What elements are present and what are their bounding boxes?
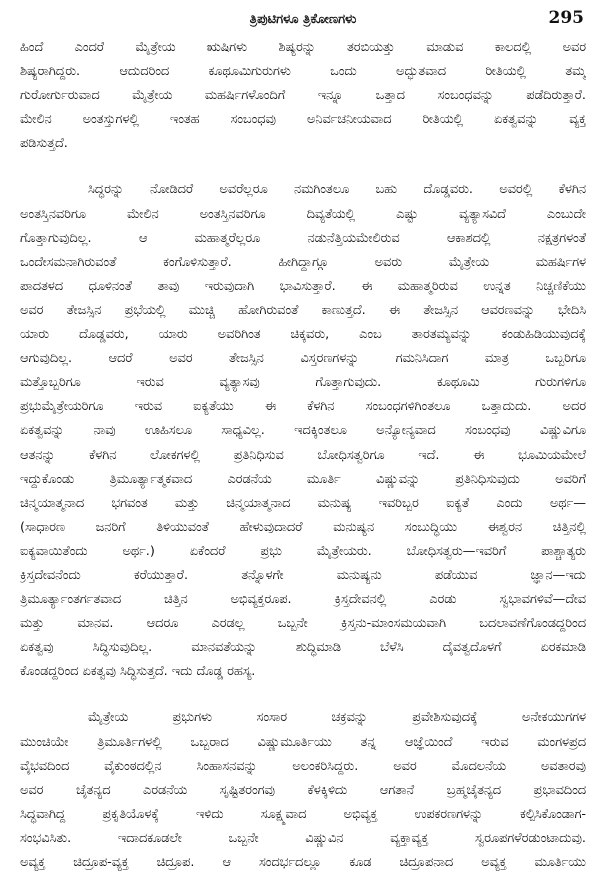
text-line: ತ್ರಿಮೂರ್ತ್ಯಾಂತರ್ಗತವಾದ ಚಿತ್ತಿನ ಅಭಿವ್ಯಕ್ತರೂಪ. ಕ್ರಿಸ್ತದೇವನಲ್ಲಿ ಎರಡು ಸ್ವಭಾವಗಳಿವೆ—ದೇವ xyxy=(20,592,586,608)
text-line: ಒಂದೇಸಮನಾಗಿರುವಂತೆ ಕಂಗೊಳಿಸುತ್ತಾರೆ. ಹೀಗಿದ್ದಾಗ್ಗೂ ಅವರು ಮೈತ್ರೇಯ ಮಹರ್ಷಿಗಳ xyxy=(20,254,586,270)
text-line: (ಸಾಧಾರಣ ಜನರಿಗೆ ತಿಳಿಯುವಂತೆ ಹೇಳುವುದಾದರೆ ಮನುಷ್ಯನ ಸಂಬುದ್ಧಿಯು ಈಶ್ವರನ ಚಿತ್ತಿನಲ್ಲಿ xyxy=(20,519,586,535)
text-line: ಅಂತಸ್ತಿನವರಿಗೂ ಮೇಲಿನ ಅಂತಸ್ತಿನವರಿಗೂ ದಿವ್ಯತೆಯಲ್ಲಿ ಎಷ್ಟು ವ್ಯತ್ಯಾಸವಿದೆ ಎಂಬುದೇ xyxy=(20,206,586,222)
text-line: ಮುಂಚಿಯೇ ತ್ರಿಮೂರ್ತಿಗಳಲ್ಲಿ ಒಬ್ಬರಾದ ವಿಷ್ಣುಮೂರ್ತಿಯು ತನ್ನ ಆಜ್ಞೆಯಿಂದೆ ಇರುವ ಮಂಗಳಪ್ರದ xyxy=(20,734,586,750)
text-line: ಏಕತ್ವವನ್ನು ನಾವು ಊಹಿಸಲೂ ಸಾಧ್ಯವಿಲ್ಲ. ಇದಕ್ಕಿಂತಲೂ ಅನ್ಯೋನ್ಯವಾದ ಸಂಬಂಧವು ವಿಷ್ಣುವಿಗೂ xyxy=(20,423,586,439)
text-line: ಅವರ ಚೈತನ್ಯದ ಎರಡನೆಯ ಸೃಷ್ಟಿತರಂಗವು ಕೆಳಕ್ಕಿಳಿದು ಆಗತಾನೆ ಬ್ರಹ್ಮಚೈತನ್ಯದ ಪ್ರಭಾವದಿಂದ xyxy=(20,782,586,798)
text-line: ಏಕತ್ವವು ಸಿದ್ಧಿಸುವುದಿಲ್ಲ. ಮಾನವತೆಯನ್ನು ಶುದ್ಧಿಮಾಡಿ ಬೆಳೆಸಿ ದೈವತ್ವದೊಳಗೆ ಏರಕಮಾಡಿ xyxy=(20,640,586,656)
text-line: ಕೊಂಡದ್ದರಿಂದ ಏಕತ್ವವು ಸಿದ್ಧಿಸುತ್ತದೆ. ಇದು ದೊಡ್ಡ ರಹಸ್ಯ. xyxy=(20,664,256,680)
text-line: ವೈಭವದಿಂದ ವೈಕುಂಠದಲ್ಲಿನ ಸಿಂಹಾಸನವನ್ನು ಅಲಂಕರಿಸಿದ್ದರು. ಅವರ ಮೊದಲನೆಯ ಅವತಾರವು xyxy=(20,758,586,774)
text-line: ಶಿಷ್ಯರಾಗಿದ್ದರು. ಆದುದರಿಂದ ಕೂಥೂಮಿಗುರುಗಳು ಒಂದು ಅದ್ಭುತವಾದ ರೀತಿಯಲ್ಲಿ ತಮ್ಮ xyxy=(20,64,586,80)
text-line: ಕ್ರಿಸ್ತದೇವನೆಂದು ಕರೆಯುತ್ತಾರೆ. ತನ್ನೊಳಗೇ ಮನುಷ್ಯನು ಪಡೆಯುವ ಜ್ಞಾನ—ಇದು xyxy=(20,567,586,583)
text-line: ಇದ್ದುಕೊಂಡು ತ್ರಿಮೂರ್ತ್ಯಾತ್ಮಕವಾದ ಎರಡನೆಯ ಮೂರ್ತಿ ವಿಷ್ಣುವನ್ನು ಪ್ರತಿನಿಧಿಸುವುದು ಅವರಿಗೆ xyxy=(20,471,586,487)
text-line: ಸಿದ್ಧವಾಗಿದ್ದ ಪ್ರಕೃತಿಯೊಳಕ್ಕೆ ಇಳಿದು ಸೂಕ್ಷ್ಮವಾದ ಅಭಿವ್ಯಕ್ತ ಉಪಕರಣಗಳನ್ನು ಕಲ್ಪಿಸಿಕೊಂಡಾಗ- xyxy=(20,806,586,822)
page-header xyxy=(20,6,586,36)
text-line: ಗೊತ್ತಾಗುವುದಿಲ್ಲ. ಆ ಮಹಾತ್ಮರೆಲ್ಲರೂ ನಡುನೆತ್ತಿಯಮೇಲಿರುವ ಆಕಾಶದಲ್ಲಿ ನಕ್ಷತ್ರಗಳಂತೆ xyxy=(20,230,586,246)
text-line: ಯಾರು ದೊಡ್ಡವರು, ಯಾರು ಅವರಿಗಿಂತ ಚಿಕ್ಕವರು, ಎಂಬ ತಾರತಮ್ಯವನ್ನು ಕಂಡುಹಿಡಿಯುವುದಕ್ಕೆ xyxy=(20,327,586,343)
text-line: ಪಾದತಳದ ಧೂಳಿನಂತೆ ತಾವು ಇರುವುದಾಗಿ ಭಾವಿಸುತ್ತಾರೆ. ಈ ಮಹಾತ್ಮರಿರುವ ಉನ್ನತ ನಿಚ್ಚಣಿಕೆಯು xyxy=(20,278,586,294)
text-line: ಹಿಂದೆ ಎಂದರೆ ಮೈತ್ರೇಯ ಋಷಿಗಳು ಶಿಷ್ಯರನ್ನು ತರಬಿಯತ್ತು ಮಾಡುವ ಕಾಲದಲ್ಲಿ ಅವರ xyxy=(20,40,586,55)
text-line: ಸಿದ್ಧರನ್ನು ನೋಡಿದರೆ ಅವರೆಲ್ಲರೂ ನಮಗಿಂತಲೂ ಬಹು ದೊಡ್ಡವರು. ಅವರಲ್ಲಿ ಕೆಳಗಿನ xyxy=(88,182,586,198)
paragraph-3 xyxy=(20,706,586,875)
text-line: ಮೈತ್ರೇಯ ಪ್ರಭುಗಳು ಸಂಸಾರ ಚಕ್ರವನ್ನು ಪ್ರವೇಶಿಸುವುದಕ್ಕೆ ಅನೇಕಯುಗಗಳ xyxy=(88,710,586,726)
text-line: ಪ್ರಭುಮೈತ್ರೇಯರಿಗೂ ಇರುವ ಐಕ್ಯತೆಯು ಈ ಕೆಳಗಿನ ಸಂಬಂಧಗಳಿಗಿಂತಲೂ ಒತ್ತಾದುದು. ಅದರ xyxy=(20,399,586,415)
paragraph-spacer xyxy=(20,156,586,178)
text-line: ಗುರೋರ್ಗುರುವಾದ ಮೈತ್ರೇಯ ಮಹರ್ಷಿಗಳೊಂದಿಗೆ ಇನ್ನೂ ಒತ್ತಾದ ಸಂಬಂಧವನ್ನು ಪಡೆದಿರುತ್ತಾರೆ. xyxy=(20,88,586,104)
paragraph-1 xyxy=(20,36,586,156)
paragraph-2 xyxy=(20,178,586,684)
text-line: ಮತ್ತೊಬ್ಬರಿಗೂ ಇರುವ ವ್ಯತ್ಯಾಸವು ಗೊತ್ತಾಗುವುದು. ಕೂಥೂಮಿ ಗುರುಗಳಿಗೂ xyxy=(20,375,586,391)
text-line: ಸಂಭವಿಸಿತು. ಇದಾದಕೂಡಲೇ ಒಬ್ಬನೇ ವಿಷ್ಣುವಿನ ವ್ಯಕ್ತಾವ್ಯಕ್ತ ಸ್ವರೂಪಗಳೆರಡುಂಟಾದುವು. xyxy=(20,830,586,846)
text-line: ಆತನನ್ನು ಕೆಳಗಿನ ಲೋಕಗಳಲ್ಲಿ ಪ್ರತಿನಿಧಿಸುವ ಬೋಧಿಸತ್ವರಿಗೂ ಇದೆ. ಈ ಭೂಮಿಯಮೇಲೆ xyxy=(20,447,586,463)
paragraph-spacer xyxy=(20,684,586,706)
text-line: ಮೇಲಿನ ಅಂತಸ್ತುಗಳಲ್ಲಿ ಇಂತಹ ಸಂಬಂಧವು ಅನಿರ್ವಚನೀಯವಾದ ರೀತಿಯಲ್ಲಿ ಏಕತ್ವವನ್ನು ವ್ಯಕ್ತ xyxy=(20,112,586,128)
running-title: ತ್ರಿಪುಟಿಗಳೂ ತ್ರಿಕೋಣಗಳು xyxy=(249,12,357,27)
text-line: ಅವರ ತೇಜಸ್ಸಿನ ಪ್ರಭೆಯಲ್ಲಿ ಮುಚ್ಚಿ ಹೋಗಿರುವಂತೆ ಕಾಣುತ್ತದೆ. ಈ ತೇಜಸ್ಸಿನ ಆವರಣವನ್ನು ಭೇದಿಸಿ xyxy=(20,302,586,318)
text-line: ಆಗುವುದಿಲ್ಲ. ಆದರೆ ಅವರ ತೇಜಸ್ಸಿನ ವಿಸ್ತರಣಗಳನ್ನು ಗಮನಿಸಿದಾಗ ಮಾತ್ರ ಒಬ್ಬರಿಗೂ xyxy=(20,351,586,367)
text-line: ಅವ್ಯಕ್ತ ಚಿದ್ರೂಪ-ವ್ಯಕ್ತ ಚಿದ್ರೂಪ. ಆ ಸಂದರ್ಭದಲ್ಲೂ ಕೂಡ ಚಿದ್ರೂಪನಾದ ಅವ್ಯಕ್ತ ಮೂರ್ತಿಯು xyxy=(20,855,586,870)
text-line: ಪಡಿಸುತ್ತದೆ. xyxy=(20,136,68,152)
text-line: ಐಕ್ಯವಾಯಿತೆಂದು ಅರ್ಥ.) ಏಕೆಂದರೆ ಪ್ರಭು ಮೈತ್ರೇಯರು. ಬೋಧಿಸತ್ವರು—ಇವರಿಗೆ ಪಾಶ್ಚಾತ್ಯರು xyxy=(20,543,586,559)
page-number: 295 xyxy=(548,8,584,28)
text-line: ಮತ್ತು ಮಾನವ. ಆದರೂ ಎರಡಲ್ಲ ಒಬ್ಬನೇ ಕ್ರಿಸ್ತನು-ಮಾಂಸಮಯವಾಗಿ ಬದಲಾವಣೆಗೊಂಡದ್ದರಿಂದ xyxy=(20,616,586,632)
text-line: ಚಿನ್ಮಯಾತ್ಮನಾದ ಭಗವಂತ ಮತ್ತು ಚಿನ್ಮಯಾತ್ಮನಾದ ಮನುಷ್ಯ ಇವರಿಬ್ಬರ ಐಕ್ಯತೆ ಎಂದು ಅರ್ಥ— xyxy=(20,495,586,511)
